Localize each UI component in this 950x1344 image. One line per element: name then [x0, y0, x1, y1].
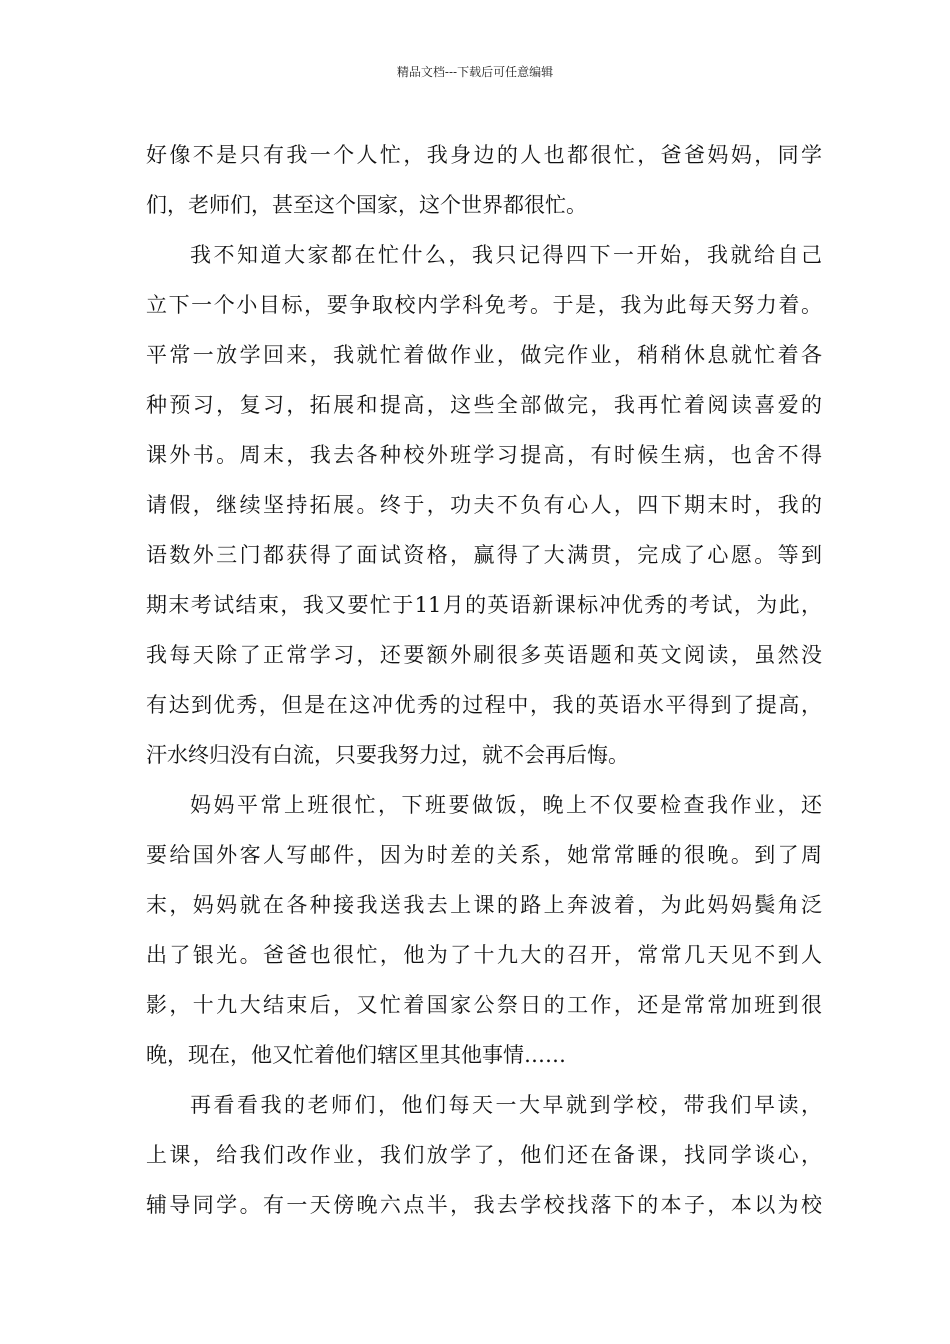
text-line: 汗水终归没有白流，只要我努力过，就不会再后悔。	[146, 743, 629, 767]
text-line: 平常一放学回来，我就忙着做作业，做完作业，稍稍休息就忙着各	[146, 343, 822, 367]
text-line: 课外书。周末，我去各种校外班学习提高，有时候生病，也舍不得	[146, 443, 822, 467]
text-line: 请假，继续坚持拓展。终于，功夫不负有心人，四下期末时，我的	[146, 493, 822, 517]
text-line: 期末考试结束，我又要忙于11月的英语新课标冲优秀的考试，为此，	[146, 593, 822, 617]
text-line: 妈妈平常上班很忙，下班要做饭，晚上不仅要检查我作业，还	[190, 793, 822, 817]
text-line: 再看看我的老师们，他们每天一大早就到学校，带我们早读，	[190, 1093, 822, 1117]
paragraph	[146, 130, 822, 230]
paragraph	[146, 780, 822, 1080]
text-line: 好像不是只有我一个人忙，我身边的人也都很忙，爸爸妈妈，同学	[146, 143, 822, 167]
paragraph	[146, 230, 822, 780]
text-line: 有达到优秀，但是在这冲优秀的过程中，我的英语水平得到了提高，	[146, 693, 822, 717]
text-line: 们，老师们，甚至这个国家，这个世界都很忙。	[146, 193, 587, 217]
paragraph	[146, 1080, 822, 1230]
page-header: 精品文档---下载后可任意编辑	[396, 65, 554, 79]
text-line: 种预习，复习，拓展和提高，这些全部做完，我再忙着阅读喜爱的	[146, 393, 822, 417]
text-line: 晚，现在，他又忙着他们辖区里其他事情……	[146, 1043, 566, 1067]
text-line: 立下一个小目标，要争取校内学科免考。于是，我为此每天努力着。	[146, 293, 822, 317]
document-body	[146, 130, 822, 1230]
text-line: 末，妈妈就在各种接我送我去上课的路上奔波着，为此妈妈鬓角泛	[146, 893, 822, 917]
text-line: 辅导同学。有一天傍晚六点半，我去学校找落下的本子，本以为校	[146, 1193, 822, 1217]
text-line: 语数外三门都获得了面试资格，赢得了大满贯，完成了心愿。等到	[146, 543, 822, 567]
text-line: 我每天除了正常学习，还要额外刷很多英语题和英文阅读，虽然没	[146, 643, 822, 667]
text-line: 我不知道大家都在忙什么，我只记得四下一开始，我就给自己	[190, 243, 822, 267]
text-line: 要给国外客人写邮件，因为时差的关系，她常常睡的很晚。到了周	[146, 843, 822, 867]
text-line: 上课，给我们改作业，我们放学了，他们还在备课，找同学谈心，	[146, 1143, 822, 1167]
text-line: 出了银光。爸爸也很忙，他为了十九大的召开，常常几天见不到人	[146, 943, 822, 967]
text-line: 影，十九大结束后，又忙着国家公祭日的工作，还是常常加班到很	[146, 993, 822, 1017]
